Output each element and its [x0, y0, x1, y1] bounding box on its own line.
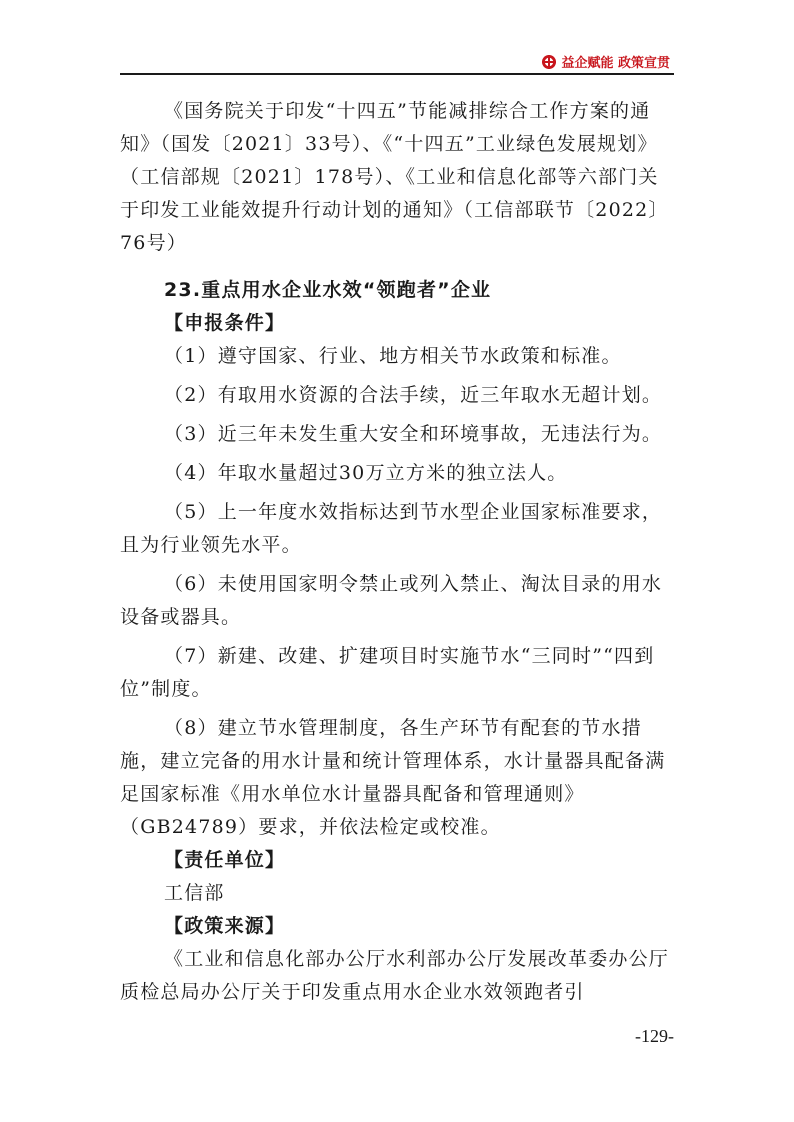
source-label: 【政策来源】: [164, 915, 286, 937]
header-divider: [120, 73, 674, 75]
section-title: 23.重点用水企业水效“领跑者”企业: [164, 279, 492, 301]
condition-item: （5）上一年度水效指标达到节水型企业国家标准要求，且为行业领先水平。: [120, 501, 663, 556]
condition-item: （7）新建、改建、扩建项目时实施节水“三同时”“四到位”制度。: [120, 645, 655, 700]
page-number: -129-: [635, 1026, 674, 1046]
circle-cross-logo-icon: [541, 54, 557, 70]
brand-text: 益企赋能 政策宣贯: [561, 56, 670, 71]
page-header: [0, 0, 794, 80]
condition-item: （6）未使用国家明令禁止或列入禁止、淘汰目录的用水设备或器具。: [120, 573, 663, 628]
intro-paragraph: 《国务院关于印发“十四五”节能减排综合工作方案的通知》（国发〔2021〕33号）、《“十四五”工业绿色发展规划》（工信部规〔2021〕178号）、《工业和信息化部等六部门关于印发工业能效提升行动计划的通知》（工信部联节〔2022〕76号）: [120, 100, 669, 254]
condition-item: （3）近三年未发生重大安全和环境事故，无违法行为。: [164, 423, 663, 445]
conditions-label: 【申报条件】: [164, 312, 286, 334]
source-text: 《工业和信息化部办公厅水利部办公厅发展改革委办公厅质检总局办公厅关于印发重点用水企业水效领跑者引: [120, 948, 670, 1003]
condition-item: （8）建立节水管理制度，各生产环节有配套的节水措施，建立完备的用水计量和统计管理体系，水计量器具配备满足国家标准《用水单位水计量器具配备和管理通则》（GB24789）要求，并依法检定或校准。: [120, 717, 666, 838]
document-body: [120, 95, 676, 1009]
brand: [541, 52, 670, 71]
condition-item: （2）有取用水资源的合法手续，近三年取水无超计划。: [164, 384, 663, 406]
condition-item: （1）遵守国家、行业、地方相关节水政策和标准。: [164, 345, 622, 367]
responsible-unit: 工信部: [164, 882, 225, 904]
responsible-label: 【责任单位】: [164, 849, 286, 871]
condition-item: （4）年取水量超过30万立方米的独立法人。: [164, 462, 568, 484]
